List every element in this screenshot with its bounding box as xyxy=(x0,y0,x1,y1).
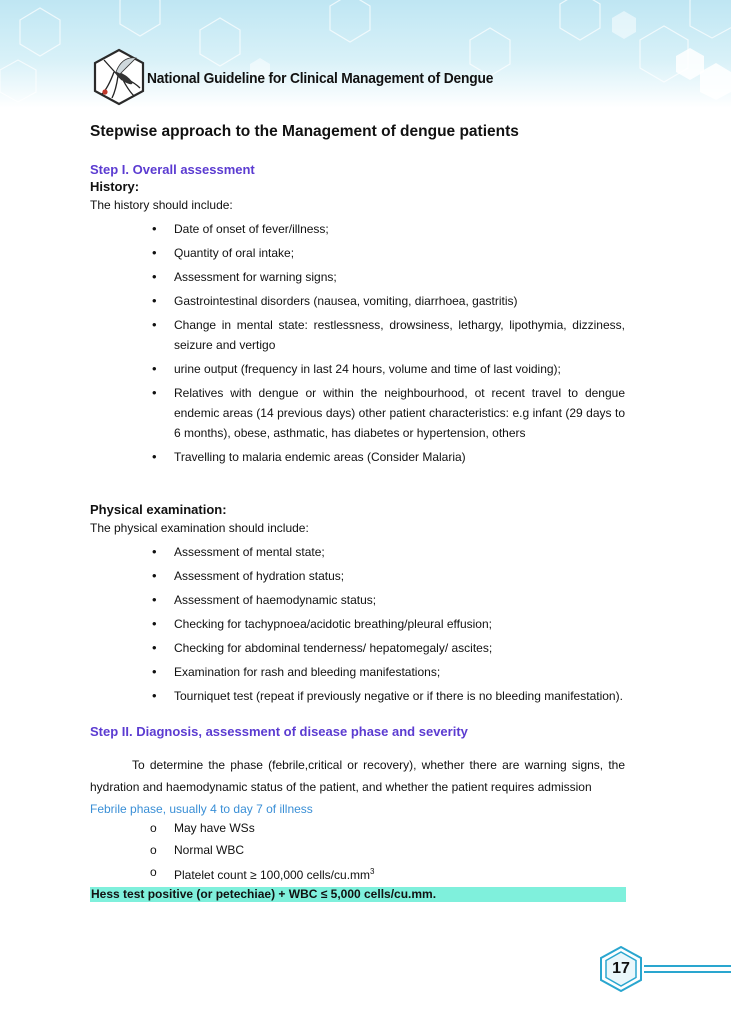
list-item: • Assessment of haemodynamic status; xyxy=(174,590,625,610)
main-content xyxy=(90,122,625,902)
hess-test-highlight: Hess test positive (or petechiae) + WBC ≤ 5,000 cells/cu.mm. xyxy=(90,887,626,902)
physical-exam-heading: Physical examination: xyxy=(90,502,227,517)
page-number: 17 xyxy=(612,960,630,977)
list-item: • Checking for abdominal tenderness/ hepatomegaly/ ascites; xyxy=(174,638,625,658)
list-item: o Normal WBC xyxy=(174,840,625,860)
page-number-badge-icon xyxy=(598,946,644,992)
physical-exam-intro: The physical examination should include: xyxy=(90,521,309,535)
header-title: National Guideline for Clinical Management of Dengue xyxy=(147,70,494,87)
list-item: o May have WSs xyxy=(174,818,625,838)
step2-heading: Step II. Diagnosis, assessment of disease phase and severity xyxy=(90,724,468,739)
step2-paragraph: To determine the phase (febrile,critical or recovery), whether there are warning signs, the hydration and haemodynamic status of the patient, and whether the patient requires admission xyxy=(90,758,625,794)
page-title: Stepwise approach to the Management of dengue patients xyxy=(90,123,519,140)
list-item: • Assessment of mental state; xyxy=(174,542,625,562)
list-item: • urine output (frequency in last 24 hours, volume and time of last voiding); xyxy=(174,359,625,379)
list-item: • Quantity of oral intake; xyxy=(174,243,625,263)
list-item: • Assessment for warning signs; xyxy=(174,267,625,287)
list-item: • Tourniquet test (repeat if previously negative or if there is no bleeding manifestation). xyxy=(174,686,625,706)
list-item: • Date of onset of fever/illness; xyxy=(174,219,625,239)
list-item: • Assessment of hydration status; xyxy=(174,566,625,586)
list-item: • Relatives with dengue or within the neighbourhood, ot recent travel to dengue endemic areas (14 previous days) other patient characteristics: e.g infant (29 days to 6 months), obese, asthmatic, has diabetes or hypertension, others xyxy=(174,383,625,443)
febrile-phase-list xyxy=(90,818,625,885)
page-header xyxy=(0,0,731,108)
febrile-phase-heading: Febrile phase, usually 4 to day 7 of illness xyxy=(90,802,313,816)
list-item: • Checking for tachypnoea/acidotic breathing/pleural effusion; xyxy=(174,614,625,634)
list-item xyxy=(174,862,625,885)
superscript-3: 3 xyxy=(370,867,375,876)
list-item: • Change in mental state: restlessness, drowsiness, lethargy, lipothymia, dizziness, seizure and vertigo xyxy=(174,315,625,355)
history-intro: The history should include: xyxy=(90,198,233,212)
history-list xyxy=(90,219,625,467)
list-item: • Travelling to malaria endemic areas (Consider Malaria) xyxy=(174,447,625,467)
page-number-lines xyxy=(644,962,731,976)
mosquito-logo-icon xyxy=(92,48,146,106)
platelet-count-text: Platelet count ≥ 100,000 cells/cu.mm xyxy=(174,868,371,882)
list-item: • Examination for rash and bleeding manifestations; xyxy=(174,662,625,682)
list-item: • Gastrointestinal disorders (nausea, vomiting, diarrhoea, gastritis) xyxy=(174,291,625,311)
physical-exam-list xyxy=(90,542,625,706)
step1-heading: Step I. Overall assessment xyxy=(90,162,255,177)
history-heading: History: xyxy=(90,179,140,194)
